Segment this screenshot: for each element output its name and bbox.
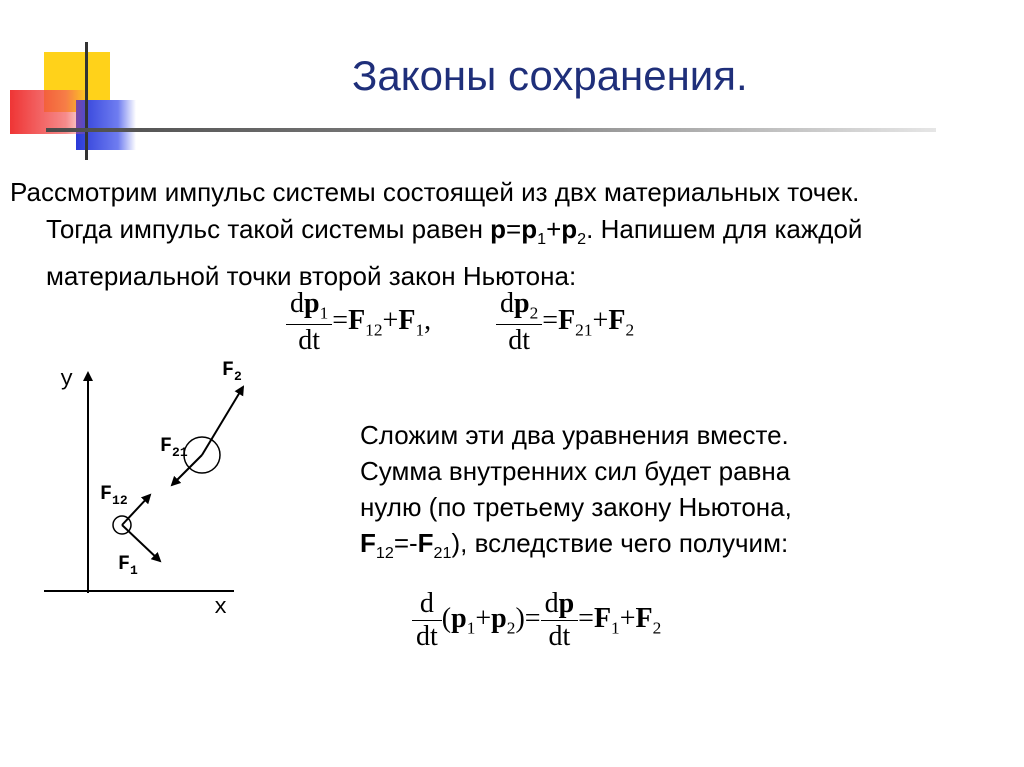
fraction-numerator [286, 288, 332, 325]
fraction-denominator: dt [298, 324, 321, 356]
f2-label: $F_2$ [222, 359, 242, 384]
sum-line-3: нулю (по третьему закону Ньютона, [360, 492, 792, 522]
plus-sign: + [382, 304, 399, 336]
equals-sign: = [332, 304, 349, 336]
force-diagram [30, 345, 260, 625]
symbol-p: p [304, 288, 320, 319]
subscript: 2 [529, 303, 539, 323]
equals-sign: =- [393, 528, 418, 558]
equals-sign: = [506, 214, 522, 244]
subscript: 2 [625, 320, 635, 340]
symbol-F: F [608, 304, 626, 336]
subscript: 2 [577, 230, 587, 249]
formula-rhs [578, 603, 661, 639]
intro-text: . Напишем для каждой [586, 214, 863, 244]
fraction-numerator: d [412, 588, 442, 621]
symbol-d: d [290, 288, 304, 319]
f21-label: $F_{21}$ [160, 435, 188, 460]
sum-line-1: Сложим эти два уравнения вместе. [360, 420, 789, 450]
plus-sign: + [592, 304, 609, 336]
subscript: 21 [433, 544, 452, 563]
fraction-numerator [541, 588, 579, 621]
subscript: 1 [415, 320, 425, 340]
comma: , [424, 304, 432, 336]
subscript: 2 [652, 618, 662, 638]
symbol-F: F [360, 528, 376, 558]
fraction-numerator [496, 288, 542, 325]
formula-newton-point-1 [286, 288, 431, 357]
subscript: 2 [506, 618, 516, 638]
plus-sign: + [546, 214, 562, 244]
symbol-p: p [514, 288, 530, 319]
fraction-denominator: dt [416, 621, 438, 652]
symbol-F: F [348, 304, 366, 336]
formula-total-momentum [412, 588, 661, 653]
plus-sign: + [475, 602, 492, 634]
subscript: 12 [375, 544, 394, 563]
fraction [541, 588, 579, 653]
subscript: 1 [611, 618, 620, 638]
paren-equals: )= [515, 602, 541, 634]
intro-line-3: материальной точки второй закон Ньютона: [46, 261, 577, 292]
page-title: Законы сохранения. [352, 52, 748, 99]
symbol-p2: p [561, 214, 578, 244]
intro-text: Тогда импульс такой системы равен [46, 214, 491, 244]
y-axis-label: y [60, 367, 74, 392]
subscript: 1 [319, 303, 329, 323]
sum-paragraph [360, 417, 792, 571]
formula-sum [442, 603, 541, 639]
symbol-p: p [558, 588, 575, 619]
formula-rhs [332, 305, 431, 341]
intro-line-1: Рассмотрим импульс системы состоящей из двх материальных точек. [10, 177, 860, 207]
decor-vertical-line [85, 42, 88, 160]
intro-paragraph [10, 174, 1010, 295]
symbol-d: d [544, 588, 559, 619]
subscript: 21 [575, 320, 593, 340]
sum-line-4 [360, 525, 792, 571]
fraction [412, 588, 442, 653]
symbol-p: p [451, 602, 467, 634]
formula-rhs [542, 305, 634, 341]
subscript: 1 [466, 618, 476, 638]
plus-sign: + [619, 602, 636, 634]
subscript: 12 [365, 320, 383, 340]
formula-newton-point-2 [496, 288, 634, 357]
paren: ( [441, 602, 452, 634]
symbol-F: F [593, 602, 612, 634]
subscript: 1 [537, 230, 547, 249]
fraction-denominator: dt [508, 324, 531, 356]
symbol-F: F [635, 602, 653, 634]
force-f2-arrow [202, 387, 243, 455]
fraction-denominator: dt [548, 621, 571, 652]
x-axis-label: x [214, 595, 228, 620]
intro-line-2 [10, 211, 1010, 258]
sum-text: ), вследствие чего получим: [451, 528, 789, 558]
symbol-p1: p [521, 214, 538, 244]
f12-label: $F_{12}$ [100, 483, 128, 508]
symbol-p: p [490, 214, 507, 244]
fraction [496, 288, 542, 357]
title-divider [46, 128, 936, 132]
symbol-F: F [417, 528, 434, 558]
symbol-p: p [491, 602, 507, 634]
symbol-d: d [500, 288, 514, 319]
fraction [286, 288, 332, 357]
f1-label: $F_1$ [118, 553, 138, 578]
symbol-F: F [398, 304, 416, 336]
equals-sign: = [542, 304, 559, 336]
equals-sign: = [578, 602, 594, 634]
sum-line-2: Сумма внутренних сил будет равна [360, 456, 791, 486]
symbol-F: F [558, 304, 576, 336]
